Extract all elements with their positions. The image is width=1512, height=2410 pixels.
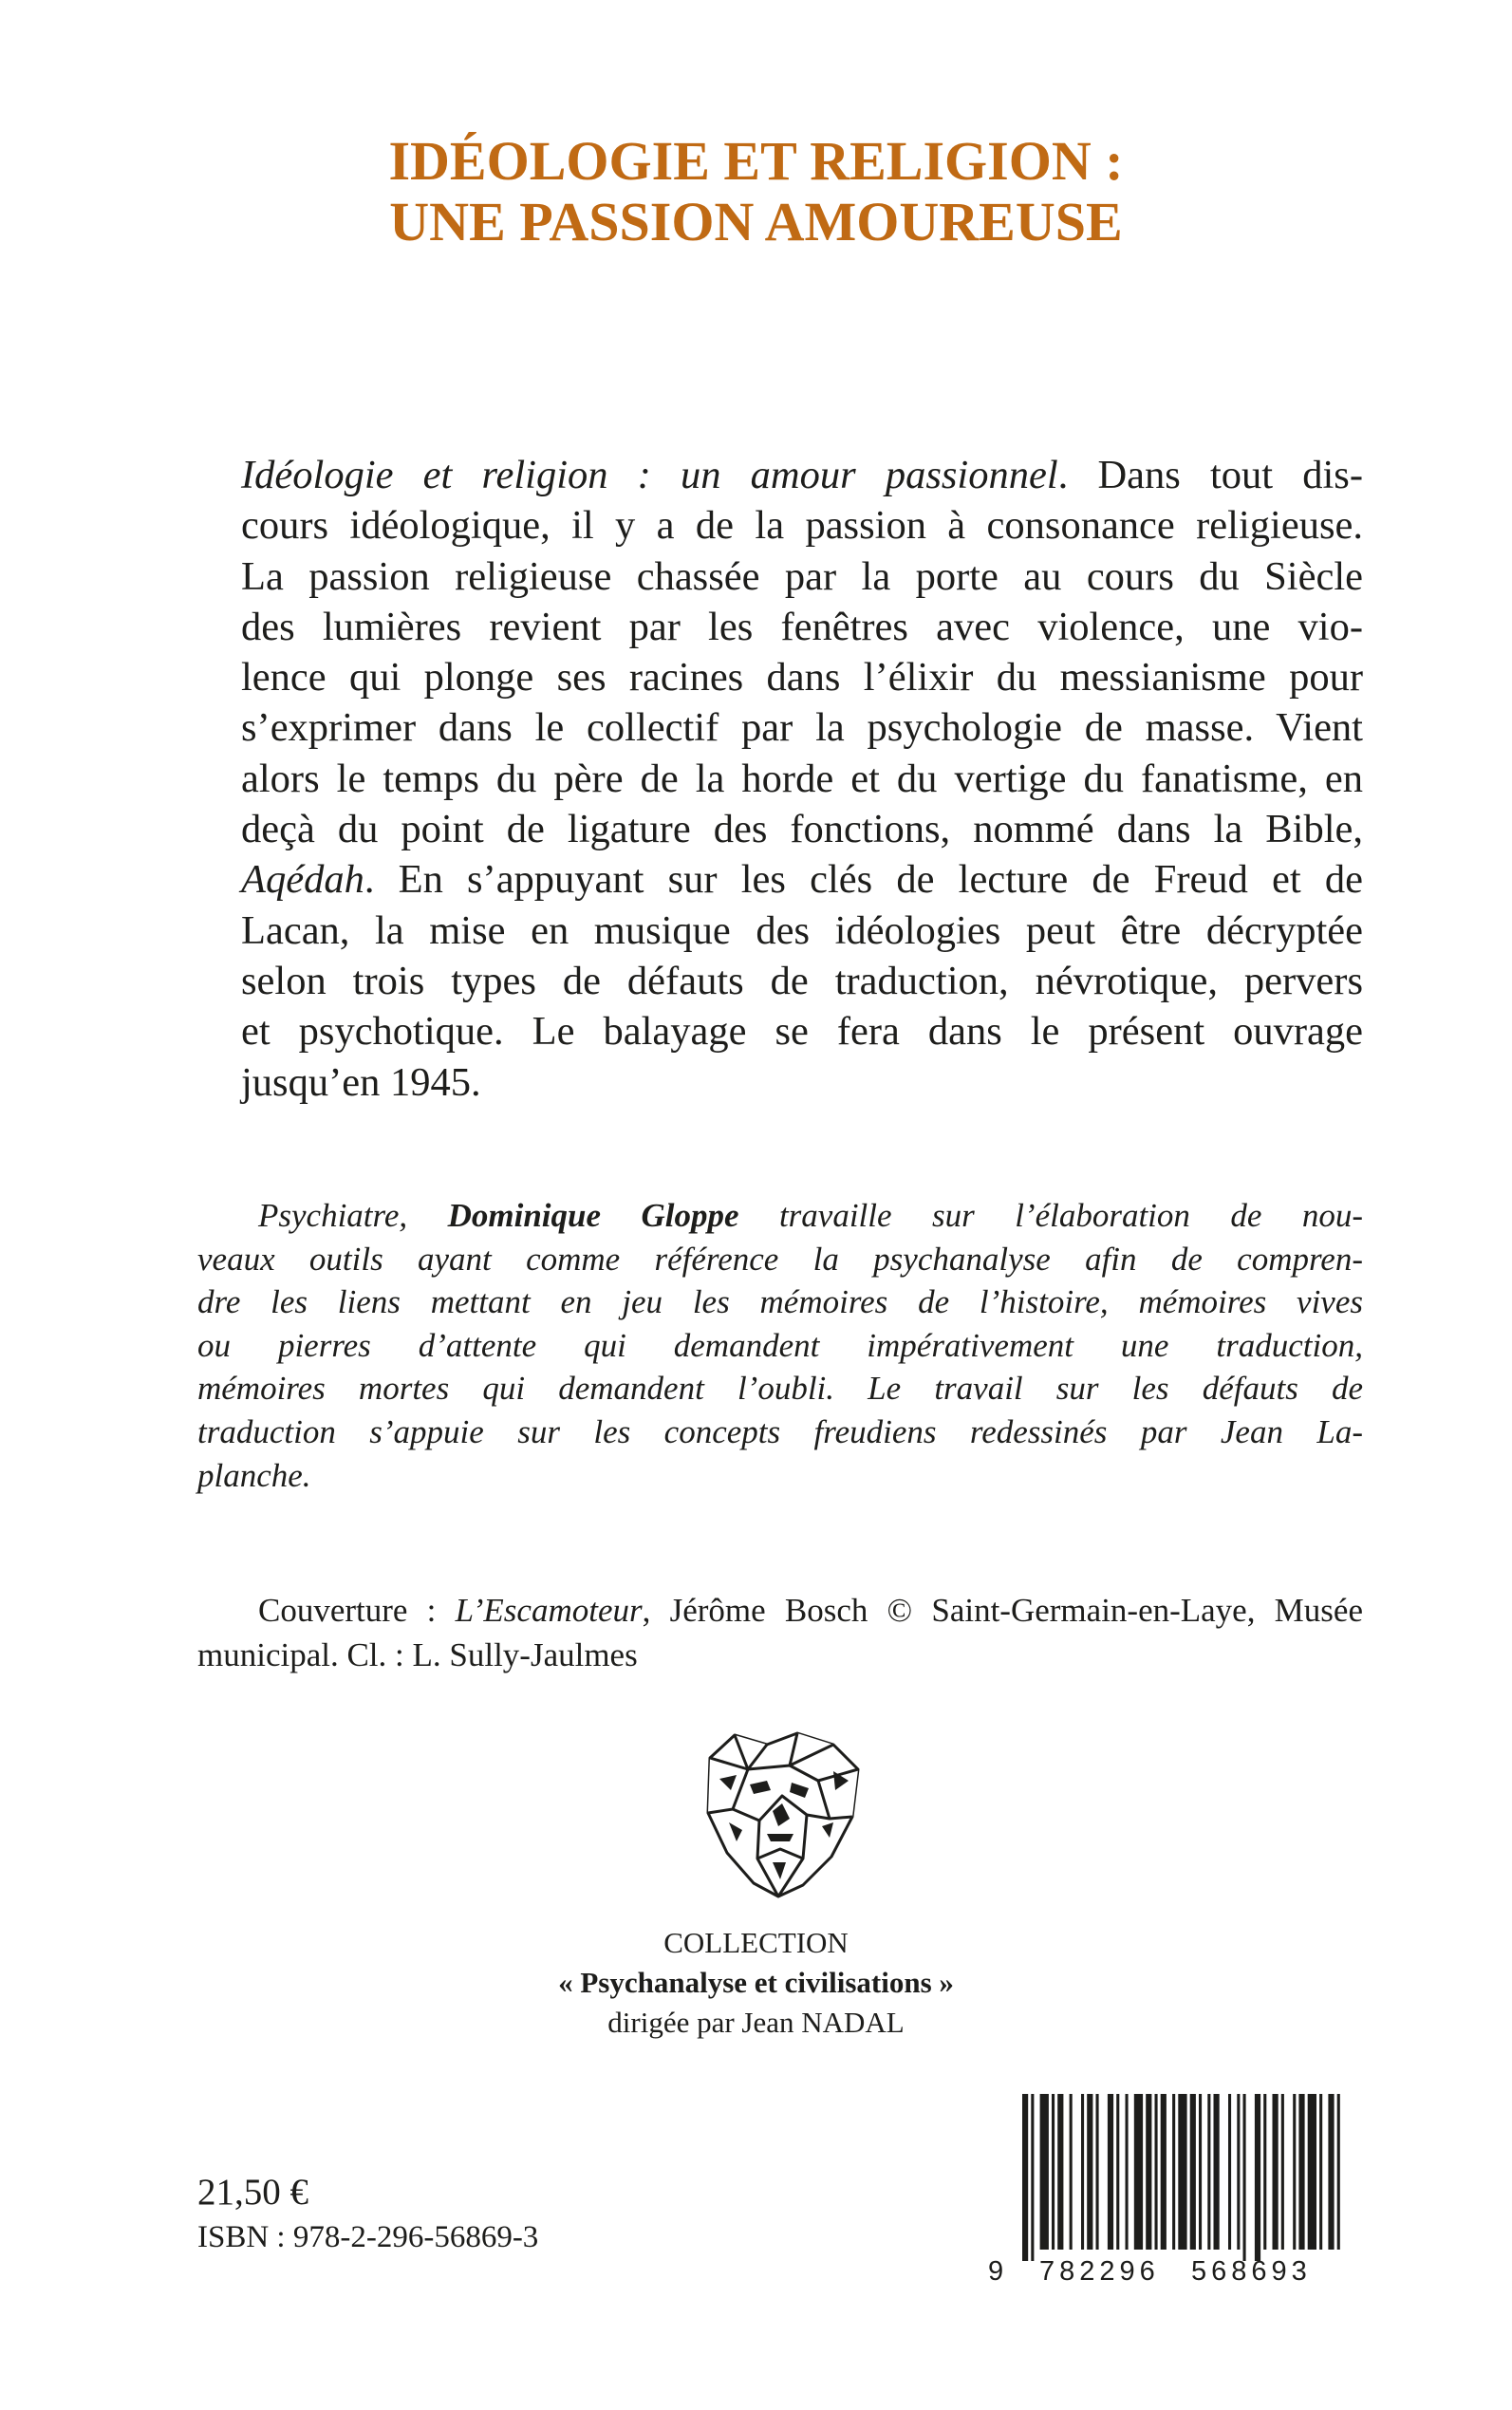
barcode-bar — [1328, 2094, 1334, 2250]
barcode-bar — [1087, 2094, 1092, 2250]
bio-line: veaux outils ayant comme référence la psychanalyse afin de compren- — [197, 1240, 1363, 1278]
barcode-bar — [1273, 2094, 1279, 2250]
summary-line: s’exprimer dans le collectif par la psychologie de masse. Vient — [241, 705, 1363, 751]
barcode-group-2: 568693 — [1191, 2256, 1312, 2284]
summary-line: deçà du point de ligature des fonctions, nommé dans la Bible, — [241, 807, 1363, 852]
artwork-title: L’Escamoteur — [455, 1592, 643, 1629]
summary-line: Idéologie et religion : un amour passionnel. Dans tout dis- — [241, 453, 1363, 497]
summary-line: alors le temps du père de la horde et du vertige du fanatisme, en — [241, 756, 1363, 801]
barcode-bar — [1237, 2094, 1240, 2250]
barcode-bar — [1190, 2094, 1196, 2250]
summary-paragraph — [241, 450, 1363, 1108]
isbn-barcode — [984, 2094, 1354, 2284]
barcode-bar — [1281, 2094, 1284, 2250]
summary-line: La passion religieuse chassée par la porte au cours du Siècle — [241, 553, 1363, 599]
barcode-bar — [1255, 2094, 1260, 2261]
barcode-bar — [1134, 2094, 1143, 2250]
barcode-bar — [1146, 2094, 1151, 2250]
title-line-2: UNE PASSION AMOUREUSE — [389, 191, 1123, 252]
barcode-bar — [1031, 2094, 1034, 2261]
cover-credit — [197, 1588, 1363, 1677]
barcode-bar — [1040, 2094, 1049, 2250]
collection-director: dirigée par Jean NADAL — [607, 2006, 905, 2039]
bio-line: planche. — [197, 1456, 311, 1494]
barcode-bar — [1108, 2094, 1113, 2250]
aqedah-term: Aqédah — [241, 857, 364, 903]
summary-line: selon trois types de défauts de traduction, névrotique, pervers — [241, 958, 1363, 1003]
barcode-bar — [1263, 2094, 1266, 2250]
barcode-bar — [1308, 2094, 1316, 2250]
barcode-bar — [1172, 2094, 1175, 2250]
bio-line: Psychiatre, Dominique Gloppe travaille sur l’élaboration de nou- — [258, 1197, 1364, 1234]
credit-line: Couverture : L’Escamoteur, Jérôme Bosch © Saint-Germain-en-Laye, Musée — [258, 1592, 1363, 1629]
credit-line: municipal. Cl. : L. Sully-Jaulmes — [197, 1636, 638, 1673]
summary-line: Lacan, la mise en musique des idéologies peut être décryptée — [241, 907, 1363, 953]
barcode-bar — [1126, 2094, 1129, 2250]
barcode-bar — [1155, 2094, 1158, 2250]
author-bio — [197, 1194, 1363, 1497]
summary-line: des lumières revient par les fenêtres avec violence, une vio- — [241, 604, 1363, 649]
isbn: ISBN : 978-2-296-56869-3 — [197, 2220, 539, 2254]
book-title — [0, 131, 1512, 252]
barcode-bar — [1178, 2094, 1186, 2250]
barcode-bars — [1022, 2094, 1340, 2261]
summary-line: jusqu’en 1945. — [241, 1059, 481, 1105]
barcode-bar — [1214, 2094, 1220, 2250]
barcode-bar — [1070, 2094, 1073, 2250]
barcode-bar — [1161, 2094, 1167, 2250]
bio-line: traduction s’appuie sur les concepts freudiens redessinés par Jean La- — [197, 1412, 1363, 1450]
author-name: Dominique Gloppe — [447, 1197, 739, 1234]
barcode-bar — [1228, 2094, 1231, 2250]
publisher-logo-icon — [691, 1728, 868, 1902]
barcode-bar — [1337, 2094, 1340, 2250]
barcode-bar — [1081, 2094, 1084, 2250]
summary-italic-phrase: Idéologie et religion : un amour passionnel — [241, 453, 1058, 497]
summary-line: Aqédah. En s’appuyant sur les clés de lecture de Freud et de — [241, 857, 1363, 903]
summary-line: lence qui plonge ses racines dans l’élixir du messianisme pour — [241, 655, 1363, 701]
barcode-bar — [1052, 2094, 1055, 2250]
barcode-bar — [1243, 2094, 1246, 2261]
bio-line: ou pierres d’attente qui demandent impérativement une traduction, — [197, 1326, 1363, 1364]
barcode-bar — [1057, 2094, 1063, 2250]
barcode-group-1: 782296 — [1039, 2256, 1160, 2284]
barcode-bar — [1207, 2094, 1210, 2250]
collection-label: COLLECTION — [663, 1926, 849, 1959]
barcode-bar — [1022, 2094, 1028, 2261]
barcode-first-digit: 9 — [988, 2256, 1004, 2284]
barcode-bar — [1298, 2094, 1304, 2250]
barcode-bar — [1116, 2094, 1119, 2250]
bio-line: mémoires mortes qui demandent l’oubli. Le travail sur les défauts de — [197, 1370, 1363, 1408]
title-line-1: IDÉOLOGIE ET RELIGION : — [388, 130, 1124, 192]
barcode-bar — [1199, 2094, 1202, 2250]
barcode-bar — [1293, 2094, 1296, 2250]
price: 21,50 € — [197, 2172, 308, 2213]
barcode-bar — [1096, 2094, 1099, 2250]
collection-name: « Psychanalyse et civilisations » — [558, 1966, 954, 1999]
summary-line: cours idéologique, il y a de la passion à consonance religieuse. — [241, 503, 1363, 549]
barcode-bar — [1319, 2094, 1322, 2250]
summary-line: et psychotique. Le balayage se fera dans le présent ouvrage — [241, 1009, 1363, 1055]
bio-line: dre les liens mettant en jeu les mémoires de l’histoire, mémoires vives — [197, 1283, 1363, 1321]
